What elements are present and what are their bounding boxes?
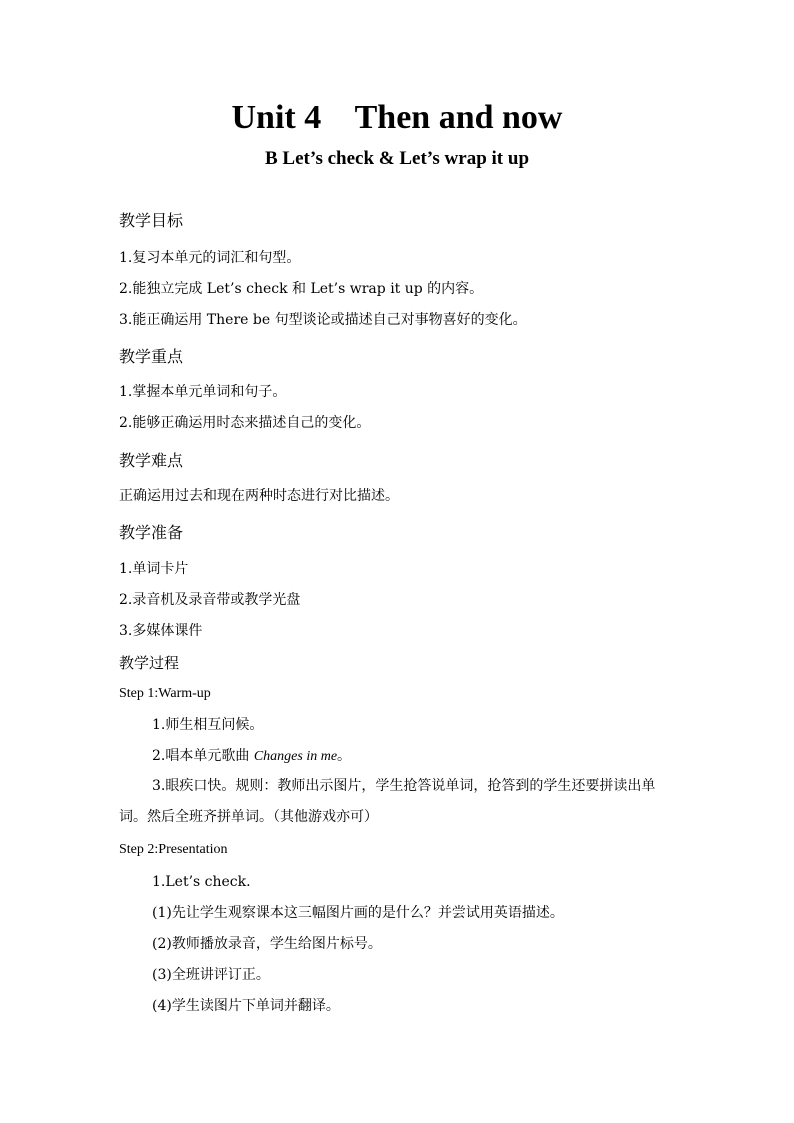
step1-label: Step 1:Warm-up xyxy=(119,686,211,701)
preparation-item: 2.录音机及录音带或教学光盘 xyxy=(119,592,301,608)
step1-item2-prefix: 2.唱本单元歌曲 xyxy=(152,748,254,764)
objective-item: 3.能正确运用 There be 句型谈论或描述自己对事物喜好的变化。 xyxy=(119,312,527,328)
preparation-item: 3.多媒体课件 xyxy=(119,623,203,639)
step1-item2-suffix: 。 xyxy=(337,748,352,764)
preparation-heading: 教学准备 xyxy=(119,523,184,542)
objectives-heading: 教学目标 xyxy=(119,211,184,230)
difficulty-item: 正确运用过去和现在两种时态进行对比描述。 xyxy=(119,488,399,504)
key-points-heading: 教学重点 xyxy=(119,347,184,366)
objective-item: 1.复习本单元的词汇和句型。 xyxy=(119,250,301,266)
step1-item xyxy=(152,746,351,767)
step1-item: 3.眼疾口快。规则：教师出示图片，学生抢答说单词，抢答到的学生还要拼读出单词。然后全班齐拼单词。（其他游戏亦可） xyxy=(119,778,656,825)
key-point-item: 2.能够正确运用时态来描述自己的变化。 xyxy=(119,415,371,431)
step2-label: Step 2:Presentation xyxy=(119,842,228,857)
process-heading: 教学过程 xyxy=(119,654,180,672)
difficulties-heading: 教学难点 xyxy=(119,451,184,470)
step2-item: 1.Let’s check. xyxy=(152,874,251,890)
step1-item: 1.师生相互问候。 xyxy=(152,717,264,733)
step2-item: (2)教师播放录音，学生给图片标号。 xyxy=(152,936,382,952)
document-title: Unit 4 Then and now xyxy=(231,99,563,136)
step2-item: (1)先让学生观察课本这三幅图片画的是什么？并尝试用英语描述。 xyxy=(152,905,564,921)
song-title: Changes in me xyxy=(253,749,338,764)
preparation-item: 1.单词卡片 xyxy=(119,561,189,577)
document-subtitle: B Let’s check & Let’s wrap it up xyxy=(264,148,530,169)
step2-item: (4)学生读图片下单词并翻译。 xyxy=(152,998,340,1014)
objective-item: 2.能独立完成 Let’s check 和 Let’s wrap it up 的内容。 xyxy=(119,281,484,297)
step2-item: (3)全班讲评订正。 xyxy=(152,967,270,983)
key-point-item: 1.掌握本单元单词和句子。 xyxy=(119,384,287,400)
